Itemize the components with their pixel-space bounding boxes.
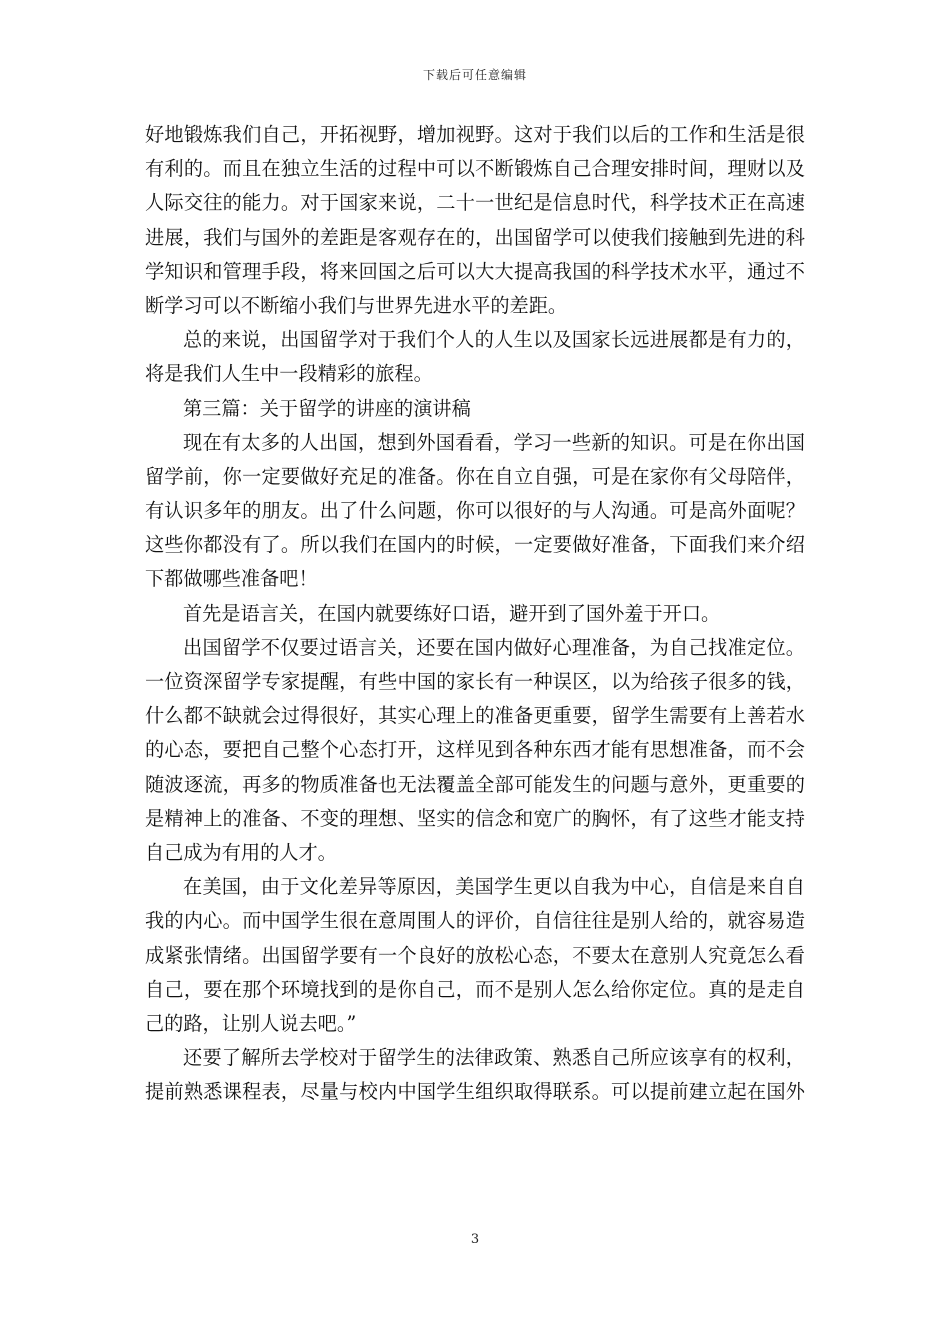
text-line: 留学前，你一定要做好充足的准备。你在自立自强，可是在家你有父母陪伴， (145, 464, 805, 488)
text-line: 总的来说，出国留学对于我们个人的人生以及国家长远进展都是有力的， (183, 328, 805, 352)
text-line: 有认识多年的朋友。出了什么问题，你可以很好的与人沟通。可是高外面呢？ (145, 499, 805, 523)
paragraph (145, 118, 805, 323)
text-line: 断学习可以不断缩小我们与世界先进水平的差距。 (145, 293, 568, 317)
text-line: 出国留学不仅要过语言关，还要在国内做好心理准备，为自己找准定位。 (183, 635, 805, 659)
text-line: 是精神上的准备、不变的理想、坚实的信念和宽广的胸怀，有了这些才能支持 (145, 806, 805, 830)
text-line: 这些你都没有了。所以我们在国内的时候，一定要做好准备，下面我们来介绍 (145, 533, 805, 557)
paragraph (145, 1041, 805, 1109)
text-line: 在美国，由于文化差异等原因，美国学生更以自我为中心，自信是来自自 (183, 875, 805, 899)
text-line: 好地锻炼我们自己，开拓视野，增加视野。这对于我们以后的工作和生活是很 (145, 123, 805, 146)
paragraph (145, 392, 805, 426)
text-line: 的心态，要把自己整个心态打开，这样见到各种东西才能有思想准备，而不会 (145, 738, 805, 762)
text-line: 现在有太多的人出国，想到外国看看，学习一些新的知识。可是在你出国 (183, 430, 805, 454)
paragraph (145, 597, 805, 631)
text-line: 我的内心。而中国学生很在意周围人的评价，自信往往是别人给的，就容易造 (145, 909, 805, 933)
page-header: 下载后可任意编辑 (422, 68, 527, 82)
page-number: 3 (470, 1232, 480, 1247)
text-line: 学知识和管理手段，将来回国之后可以大大提高我国的科学技术水平，通过不 (145, 259, 805, 283)
text-line: 随波逐流，再多的物质准备也无法覆盖全部可能发生的问题与意外，更重要的 (145, 772, 805, 796)
text-line: 自己成为有用的人才。 (145, 840, 337, 864)
paragraph (145, 323, 805, 391)
text-line: 有利的。而且在独立生活的过程中可以不断锻炼自己合理安排时间，理财以及 (145, 157, 805, 181)
text-line: 一位资深留学专家提醒，有些中国的家长有一种误区，以为给孩子很多的钱， (145, 670, 805, 693)
text-line: 首先是语言关，在国内就要练好口语，避开到了国外羞于开口。 (183, 601, 721, 625)
text-line: 第三篇：关于留学的讲座的演讲稿 (183, 396, 471, 420)
paragraph (145, 426, 805, 597)
text-line: 人际交往的能力。对于国家来说，二十一世纪是信息时代，科学技术正在高速 (145, 191, 805, 215)
paragraph (145, 870, 805, 1041)
text-line: 还要了解所去学校对于留学生的法律政策、熟悉自己所应该享有的权利， (183, 1046, 805, 1070)
text-line: 下都做哪些准备吧！ (145, 567, 318, 591)
text-line: 己的路，让别人说去吧。” (145, 1011, 357, 1035)
text-line: 成紧张情绪。出国留学要有一个良好的放松心态，不要太在意别人究竟怎么看 (145, 943, 805, 967)
text-line: 进展，我们与国外的差距是客观存在的，出国留学可以使我们接触到先进的科 (145, 225, 805, 249)
text-line: 将是我们人生中一段精彩的旅程。 (145, 362, 433, 386)
document-body (145, 118, 805, 1109)
paragraph (145, 631, 805, 870)
text-line: 自己，要在那个环境找到的是你自己，而不是别人怎么给你定位。真的是走自 (145, 977, 805, 1001)
text-line: 提前熟悉课程表，尽量与校内中国学生组织取得联系。可以提前建立起在国外 (145, 1080, 805, 1104)
text-line: 什么都不缺就会过得很好，其实心理上的准备更重要，留学生需要有上善若水 (145, 704, 805, 728)
